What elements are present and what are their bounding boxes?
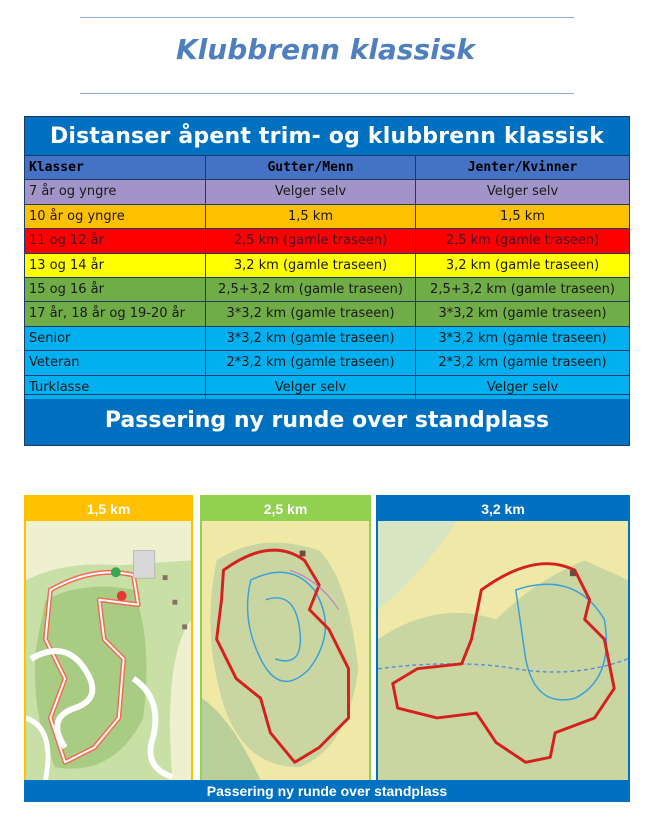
distance-table xyxy=(24,116,630,446)
table-header-row xyxy=(25,155,629,179)
jenter-cell: 1,5 km xyxy=(500,208,545,224)
jenter-cell: Velger selv xyxy=(486,184,559,200)
gutter-cell: 2,5+3,2 km (gamle traseen) xyxy=(206,278,416,301)
jenter-cell: 3*3,2 km (gamle traseen) xyxy=(438,306,607,322)
jenter-cell: 2,5+3,2 km (gamle traseen) xyxy=(430,281,615,297)
map-footer: Passering ny runde over standplass xyxy=(24,780,630,802)
map-panel-2-5km xyxy=(200,495,371,782)
jenter-cell: Velger selv xyxy=(486,379,559,395)
map-section xyxy=(24,495,630,802)
gutter-cell: 3*3,2 km (gamle traseen) xyxy=(206,302,416,325)
gutter-cell: 3,2 km (gamle traseen) xyxy=(206,254,416,277)
jenter-cell: 2,5 km (gamle traseen) xyxy=(445,233,600,249)
class-cell: Senior xyxy=(25,327,206,350)
class-cell: Turklasse xyxy=(25,376,206,399)
gutter-cell: 3*3,2 km (gamle traseen) xyxy=(206,327,416,350)
map-image-3-2km xyxy=(378,521,628,780)
bottom-rule xyxy=(80,93,574,94)
table-row xyxy=(25,179,629,203)
map-panel-1-5km xyxy=(24,495,193,782)
map-image-1-5km xyxy=(26,521,191,780)
map-panel-title: 3,2 km xyxy=(378,497,628,521)
map-panel-title: 1,5 km xyxy=(26,497,191,521)
gutter-cell: 1,5 km xyxy=(206,205,416,228)
jenter-cell: 2*3,2 km (gamle traseen) xyxy=(438,355,607,371)
table-row xyxy=(25,350,629,374)
map-panel-3-2km xyxy=(376,495,630,782)
gutter-cell: 2,5 km (gamle traseen) xyxy=(206,229,416,252)
table-row xyxy=(25,228,629,252)
top-rule xyxy=(80,17,574,18)
jenter-cell: 3,2 km (gamle traseen) xyxy=(445,257,600,273)
jenter-cell: 3*3,2 km (gamle traseen) xyxy=(438,330,607,346)
table-row xyxy=(25,204,629,228)
map-panel-title: 2,5 km xyxy=(202,497,369,521)
table-heading: Distanser åpent trim- og klubbrenn klassisk xyxy=(49,124,605,149)
gutter-cell: Velger selv xyxy=(206,376,416,399)
column-header-klasser: Klasser xyxy=(25,156,206,179)
class-cell: 13 og 14 år xyxy=(25,254,206,277)
class-cell: 7 år og yngre xyxy=(25,180,206,203)
class-cell: Veteran xyxy=(25,351,206,374)
map-image-2-5km xyxy=(202,521,369,780)
class-cell: 15 og 16 år xyxy=(25,278,206,301)
class-cell: 10 år og yngre xyxy=(25,205,206,228)
gutter-cell: 2*3,2 km (gamle traseen) xyxy=(206,351,416,374)
table-row xyxy=(25,253,629,277)
table-row xyxy=(25,326,629,350)
class-cell: 17 år, 18 år og 19-20 år xyxy=(25,302,206,325)
gutter-cell: Velger selv xyxy=(206,180,416,203)
class-cell: 11 og 12 år xyxy=(25,229,206,252)
table-footer: Passering ny runde over standplass xyxy=(25,394,629,445)
page-title: Klubbrenn klassisk xyxy=(175,33,476,66)
column-header-jenter: Jenter/Kvinner xyxy=(467,160,578,175)
column-header-gutter: Gutter/Menn xyxy=(206,156,416,179)
table-row xyxy=(25,301,629,325)
table-row xyxy=(25,277,629,301)
